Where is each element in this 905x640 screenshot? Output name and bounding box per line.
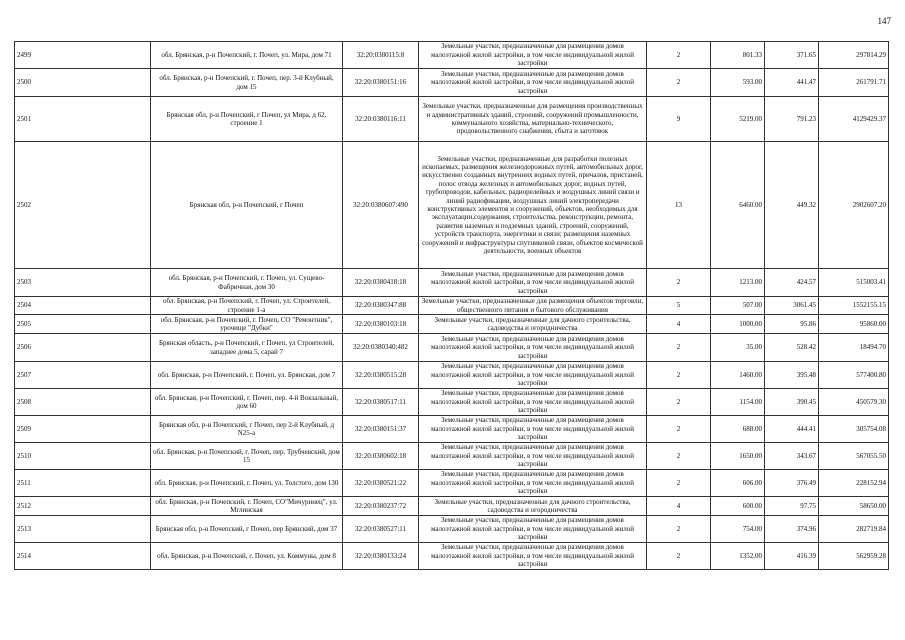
- land-use-cell: Земельные участки, предназначенные для размещения домов малоэтажной жилой застройки, в том числе индивидуальной жилой застройки: [419, 42, 647, 69]
- specific-value-cell: 441.47: [765, 69, 819, 97]
- cadastral-value-cell: 567055.50: [819, 443, 889, 470]
- specific-value-cell: 449.32: [765, 142, 819, 269]
- address-cell: обл. Брянская, р-н Почепский, г. Почеп, пер. 3-й Клубный, дом 15: [151, 69, 343, 97]
- group-cell: 2: [647, 416, 711, 443]
- address-cell: обл. Брянская, р-н Почепский, г. Почеп, пер. 4-й Вокзальный, дом 60: [151, 389, 343, 416]
- address-cell: обл. Брянская, р-н Почепский, г. Почеп, ул. Коммуны, дом 8: [151, 543, 343, 570]
- cadastral-value-cell: 297814.29: [819, 42, 889, 69]
- land-use-cell: Земельные участки, предназначенные для размещения домов малоэтажной жилой застройки, в том числе индивидуальной жилой застройки: [419, 516, 647, 543]
- row-number: 2514: [15, 543, 151, 570]
- table-row: [15, 297, 889, 315]
- group-cell: 2: [647, 362, 711, 389]
- land-use-cell: Земельные участки, предназначенные для размещения домов малоэтажной жилой застройки, в том числе индивидуальной жилой застройки: [419, 69, 647, 97]
- group-cell: 2: [647, 470, 711, 497]
- row-number: 2513: [15, 516, 151, 543]
- cadastral-number-cell: 32:20:0380347:88: [343, 297, 419, 315]
- address-cell: обл. Брянская, р-н Почепский, г. Почеп, ул. Строителей, строение 1-а: [151, 297, 343, 315]
- cadastral-value-cell: 18494.70: [819, 334, 889, 362]
- group-cell: 4: [647, 315, 711, 334]
- table-row: [15, 516, 889, 543]
- page-number: 147: [877, 16, 891, 26]
- table-row: [15, 416, 889, 443]
- land-use-cell: Земельные участки, предназначенные для размещения объектов торговли, общественного питания и бытового обслуживания: [419, 297, 647, 315]
- specific-value-cell: 95.86: [765, 315, 819, 334]
- specific-value-cell: 97.75: [765, 497, 819, 516]
- land-use-cell: Земельные участки, предназначенные для размещения производственных и административных зданий, строений, сооружений промышленности, коммунального хозяйства, материально-технического, продовольственного снабжения, сбыта и заготовок: [419, 97, 647, 142]
- specific-value-cell: 374.96: [765, 516, 819, 543]
- land-use-cell: Земельные участки, предназначенные для размещения домов малоэтажной жилой застройки, в том числе индивидуальной жилой застройки: [419, 334, 647, 362]
- area-cell: 606.00: [711, 470, 765, 497]
- cadastral-number-cell: 32:20:0380103:18: [343, 315, 419, 334]
- cadastral-value-cell: 228152.94: [819, 470, 889, 497]
- cadastral-number-cell: 32:20:0380521:22: [343, 470, 419, 497]
- row-number: 2508: [15, 389, 151, 416]
- table-row: [15, 470, 889, 497]
- row-number: 2499: [15, 42, 151, 69]
- cadastral-number-cell: 32:20:0380133:24: [343, 543, 419, 570]
- row-number: 2503: [15, 269, 151, 297]
- land-use-cell: Земельные участки, предназначенные для разработки полезных ископаемых, размещения железнодорожных путей, автомобильных дорог, искусственно созданных внутренних водных путей, причалов, пристаней, полос отвода железных и автомобильных дорог, водных путей, трубопроводов, кабельных, радиорелейных и воздушных линий связи и линий радиофикации, воздушных линий электропередачи конструктивных элементов и сооружений, объектов, необходимых для эксплуатации,содержания, строительства, реконструкции, ремонта, развития наземных и подземных зданий, строений, сооружений, устройств транспорта, энергетики и связи; размещения наземных сооружений и инфраструктуры спутниковой связи, объектов космической деятельности, военных объектов: [419, 142, 647, 269]
- land-use-cell: Земельные участки, предназначенные для размещения домов малоэтажной жилой застройки, в том числе индивидуальной жилой застройки: [419, 543, 647, 570]
- land-use-cell: Земельные участки, предназначенные для размещения домов малоэтажной жилой застройки, в том числе индивидуальной жилой застройки: [419, 389, 647, 416]
- cadastral-value-cell: 577400.80: [819, 362, 889, 389]
- row-number: 2509: [15, 416, 151, 443]
- table-row: [15, 97, 889, 142]
- table-row: [15, 362, 889, 389]
- cadastral-value-cell: 2902607.20: [819, 142, 889, 269]
- address-cell: Брянская обл, р-н Почепский, г Почеп, пер 2-й Клубный, д N25-а: [151, 416, 343, 443]
- group-cell: 5: [647, 297, 711, 315]
- address-cell: обл. Брянская, р-н Почепский, г. Почеп, СО"Мичуринец", ул. Мглинская: [151, 497, 343, 516]
- address-cell: Брянская обл, р-н Почепский, г Почеп, ул Мира, д 62, строение 1: [151, 97, 343, 142]
- group-cell: 2: [647, 443, 711, 470]
- cadastral-value-table: [14, 41, 889, 570]
- specific-value-cell: 343.67: [765, 443, 819, 470]
- table-row: [15, 69, 889, 97]
- land-use-cell: Земельные участки, предназначенные для размещения домов малоэтажной жилой застройки, в том числе индивидуальной жилой застройки: [419, 269, 647, 297]
- area-cell: 688.00: [711, 416, 765, 443]
- specific-value-cell: 395.48: [765, 362, 819, 389]
- area-cell: 35.00: [711, 334, 765, 362]
- address-cell: Брянская обл, р-н Почепский, г Почеп, пер Брянский, дом 37: [151, 516, 343, 543]
- table-row: [15, 497, 889, 516]
- land-use-cell: Земельные участки, предназначенные для размещения домов малоэтажной жилой застройки, в том числе индивидуальной жилой застройки: [419, 416, 647, 443]
- cadastral-value-cell: 562959.28: [819, 543, 889, 570]
- cadastral-value-cell: 4129429.37: [819, 97, 889, 142]
- row-number: 2500: [15, 69, 151, 97]
- area-cell: 1154.00: [711, 389, 765, 416]
- row-number: 2505: [15, 315, 151, 334]
- specific-value-cell: 390.45: [765, 389, 819, 416]
- cadastral-value-cell: 450579.30: [819, 389, 889, 416]
- group-cell: 9: [647, 97, 711, 142]
- table-row: [15, 334, 889, 362]
- land-use-cell: Земельные участки, предназначенные для размещения домов малоэтажной жилой застройки, в том числе индивидуальной жилой застройки: [419, 443, 647, 470]
- group-cell: 2: [647, 516, 711, 543]
- group-cell: 2: [647, 42, 711, 69]
- area-cell: 593.00: [711, 69, 765, 97]
- row-number: 2511: [15, 470, 151, 497]
- cadastral-number-cell: 32:20:0380418:18: [343, 269, 419, 297]
- cadastral-value-cell: 1552155.15: [819, 297, 889, 315]
- cadastral-number-cell: 32:20:0380151:16: [343, 69, 419, 97]
- address-cell: обл. Брянская, р-н Почепский, г. Почеп, ул. Сущево-Фабричная, дом 30: [151, 269, 343, 297]
- area-cell: 5219.00: [711, 97, 765, 142]
- land-use-cell: Земельные участки, предназначенные для размещения домов малоэтажной жилой застройки, в том числе индивидуальной жилой застройки: [419, 362, 647, 389]
- row-number: 2510: [15, 443, 151, 470]
- specific-value-cell: 376.49: [765, 470, 819, 497]
- cadastral-value-cell: 515003.41: [819, 269, 889, 297]
- table-row: [15, 42, 889, 69]
- area-cell: 1000.00: [711, 315, 765, 334]
- address-cell: обл. Брянская, р-н Почепский, г. Почеп, СО "Ремонтник", урочище "Дубки": [151, 315, 343, 334]
- table-row: [15, 269, 889, 297]
- specific-value-cell: 528.42: [765, 334, 819, 362]
- group-cell: 2: [647, 69, 711, 97]
- area-cell: 801.33: [711, 42, 765, 69]
- area-cell: 1650.00: [711, 443, 765, 470]
- row-number: 2502: [15, 142, 151, 269]
- cadastral-value-cell: 95860.00: [819, 315, 889, 334]
- table-row: [15, 389, 889, 416]
- address-cell: Брянская обл, р-н Почепский, г Почеп: [151, 142, 343, 269]
- land-use-cell: Земельные участки, предназначенные для размещения домов малоэтажной жилой застройки, в том числе индивидуальной жилой застройки: [419, 470, 647, 497]
- group-cell: 2: [647, 543, 711, 570]
- row-number: 2512: [15, 497, 151, 516]
- cadastral-number-cell: 32:20:0380527:11: [343, 516, 419, 543]
- group-cell: 2: [647, 334, 711, 362]
- group-cell: 2: [647, 269, 711, 297]
- specific-value-cell: 416.39: [765, 543, 819, 570]
- group-cell: 2: [647, 389, 711, 416]
- group-cell: 13: [647, 142, 711, 269]
- cadastral-number-cell: 32:20:0380237:72: [343, 497, 419, 516]
- address-cell: Брянская область, р-н Почепский, г Почеп, ул Строителей, западнее дома 5, сарай 7: [151, 334, 343, 362]
- row-number: 2501: [15, 97, 151, 142]
- table-row: [15, 315, 889, 334]
- land-use-cell: Земельные участки, предназначенные для дачного строительства, садоводства и огородничества: [419, 497, 647, 516]
- cadastral-number-cell: 32:20:0380607:490: [343, 142, 419, 269]
- table-row: [15, 543, 889, 570]
- area-cell: 507.00: [711, 297, 765, 315]
- cadastral-number-cell: 32:20:0380602:18: [343, 443, 419, 470]
- area-cell: 1352.00: [711, 543, 765, 570]
- cadastral-number-cell: 32:20:0380517:11: [343, 389, 419, 416]
- area-cell: 1213.00: [711, 269, 765, 297]
- specific-value-cell: 371.65: [765, 42, 819, 69]
- specific-value-cell: 444.41: [765, 416, 819, 443]
- specific-value-cell: 3061.45: [765, 297, 819, 315]
- cadastral-number-cell: 32:20:0380115:8: [343, 42, 419, 69]
- address-cell: обл. Брянская, р-н Почепский, г. Почеп, ул. Мира, дом 71: [151, 42, 343, 69]
- group-cell: 4: [647, 497, 711, 516]
- row-number: 2507: [15, 362, 151, 389]
- table-row: [15, 443, 889, 470]
- row-number: 2504: [15, 297, 151, 315]
- land-use-cell: Земельные участки, предназначенные для дачного строительства, садоводства и огородничества: [419, 315, 647, 334]
- area-cell: 1460.00: [711, 362, 765, 389]
- area-cell: 6460.00: [711, 142, 765, 269]
- cadastral-value-cell: 282719.84: [819, 516, 889, 543]
- row-number: 2506: [15, 334, 151, 362]
- cadastral-value-cell: 305754.08: [819, 416, 889, 443]
- address-cell: обл. Брянская, р-н Почепский, г. Почеп, пер. Трубчевский, дом 15: [151, 443, 343, 470]
- cadastral-number-cell: 32:20:0380116:11: [343, 97, 419, 142]
- table-row: [15, 142, 889, 269]
- address-cell: обл. Брянская, р-н Почепский, г. Почеп, ул. Брянская, дом 7: [151, 362, 343, 389]
- specific-value-cell: 791.23: [765, 97, 819, 142]
- area-cell: 754.00: [711, 516, 765, 543]
- area-cell: 600.00: [711, 497, 765, 516]
- cadastral-value-cell: 261791.71: [819, 69, 889, 97]
- cadastral-number-cell: 32:20:0380340:482: [343, 334, 419, 362]
- cadastral-number-cell: 32:20:0380515:28: [343, 362, 419, 389]
- cadastral-number-cell: 32:20:0380151:37: [343, 416, 419, 443]
- address-cell: обл. Брянская, р-н Почепский, г. Почеп, ул. Толстого, дом 130: [151, 470, 343, 497]
- cadastral-value-cell: 58650.00: [819, 497, 889, 516]
- specific-value-cell: 424.57: [765, 269, 819, 297]
